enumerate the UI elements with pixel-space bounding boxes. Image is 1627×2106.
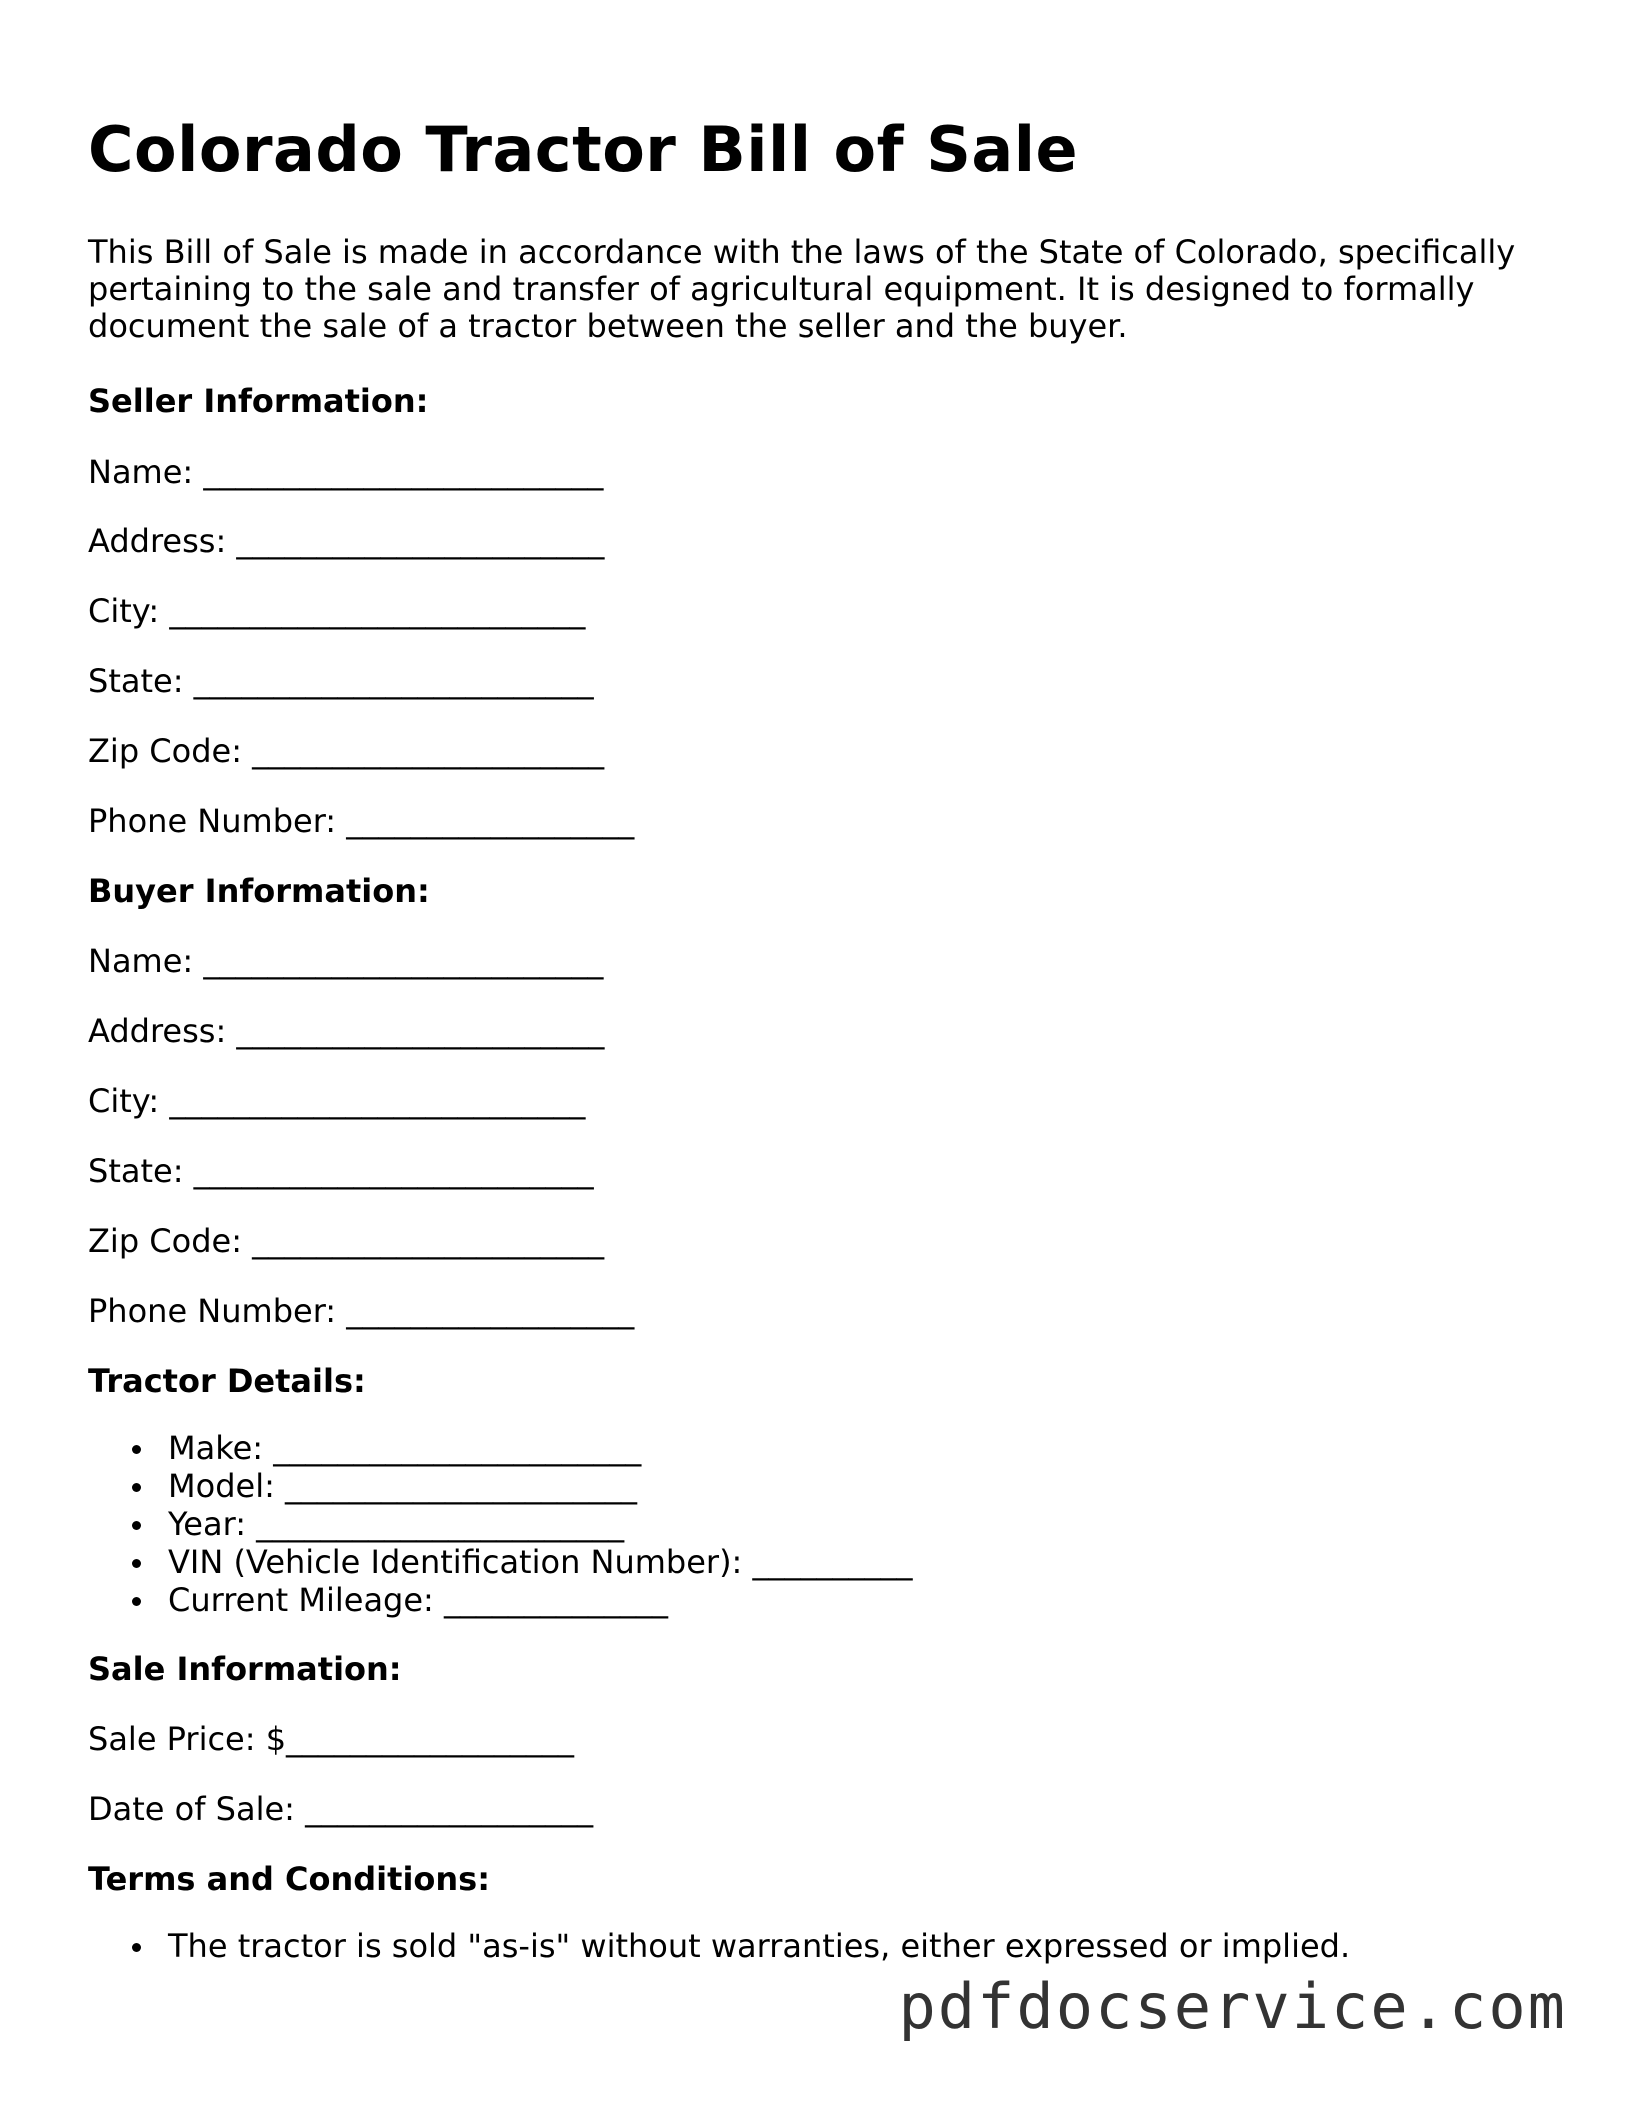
terms-item-text: The tractor is sold "as-is" without warranties, either expressed or implied. — [168, 1927, 1351, 1965]
seller-address-field[interactable]: Address: _______________________ — [88, 522, 605, 560]
terms-heading: Terms and Conditions: — [88, 1860, 491, 1898]
buyer-heading: Buyer Information: — [88, 872, 430, 910]
tractor-make-field[interactable] — [88, 1429, 1528, 1467]
seller-phone-field[interactable]: Phone Number: __________________ — [88, 802, 635, 840]
buyer-city-field[interactable]: City: __________________________ — [88, 1082, 586, 1120]
tractor-year-field[interactable] — [88, 1505, 1528, 1543]
bullet-icon — [132, 1559, 141, 1568]
buyer-name-field[interactable]: Name: _________________________ — [88, 942, 604, 980]
buyer-zip-field[interactable]: Zip Code: ______________________ — [88, 1222, 605, 1260]
intro-paragraph: This Bill of Sale is made in accordance with the laws of the State of Colorado, specifically pertaining to the sale and transfer of agricultural equipment. It is designed to formally document the sale of a tractor between the seller and the buyer. — [88, 233, 1516, 345]
buyer-phone-field[interactable]: Phone Number: __________________ — [88, 1292, 635, 1330]
buyer-address-field[interactable]: Address: _______________________ — [88, 1012, 605, 1050]
bullet-icon — [132, 1483, 141, 1492]
seller-heading: Seller Information: — [88, 382, 429, 420]
bullet-icon — [132, 1943, 141, 1952]
tractor-year-text: Year: _______________________ — [168, 1505, 625, 1543]
tractor-vin-text: VIN (Vehicle Identification Number): __________ — [168, 1543, 913, 1581]
tractor-details-list — [88, 1429, 1528, 1619]
tractor-heading: Tractor Details: — [88, 1362, 366, 1400]
sale-price-field[interactable]: Sale Price: $__________________ — [88, 1720, 575, 1758]
buyer-state-field[interactable]: State: _________________________ — [88, 1152, 594, 1190]
tractor-vin-field[interactable] — [88, 1543, 1528, 1581]
tractor-model-field[interactable] — [88, 1467, 1528, 1505]
document-page — [88, 112, 1528, 1965]
bullet-icon — [132, 1597, 141, 1606]
tractor-model-text: Model: ______________________ — [168, 1467, 638, 1505]
seller-zip-field[interactable]: Zip Code: ______________________ — [88, 732, 605, 770]
tractor-make-text: Make: _______________________ — [168, 1429, 642, 1467]
bullet-icon — [132, 1445, 141, 1454]
bullet-icon — [132, 1521, 141, 1530]
watermark-logo: pdfdocservice.com — [898, 1970, 1567, 2043]
document-title: Colorado Tractor Bill of Sale — [88, 113, 1079, 186]
seller-name-field[interactable]: Name: _________________________ — [88, 453, 604, 491]
seller-state-field[interactable]: State: _________________________ — [88, 662, 594, 700]
terms-item — [88, 1927, 1528, 1965]
tractor-mileage-text: Current Mileage: ______________ — [168, 1581, 668, 1619]
sale-heading: Sale Information: — [88, 1650, 402, 1688]
sale-date-field[interactable]: Date of Sale: __________________ — [88, 1790, 594, 1828]
tractor-mileage-field[interactable] — [88, 1581, 1528, 1619]
terms-list — [88, 1927, 1528, 1965]
seller-city-field[interactable]: City: __________________________ — [88, 592, 586, 630]
